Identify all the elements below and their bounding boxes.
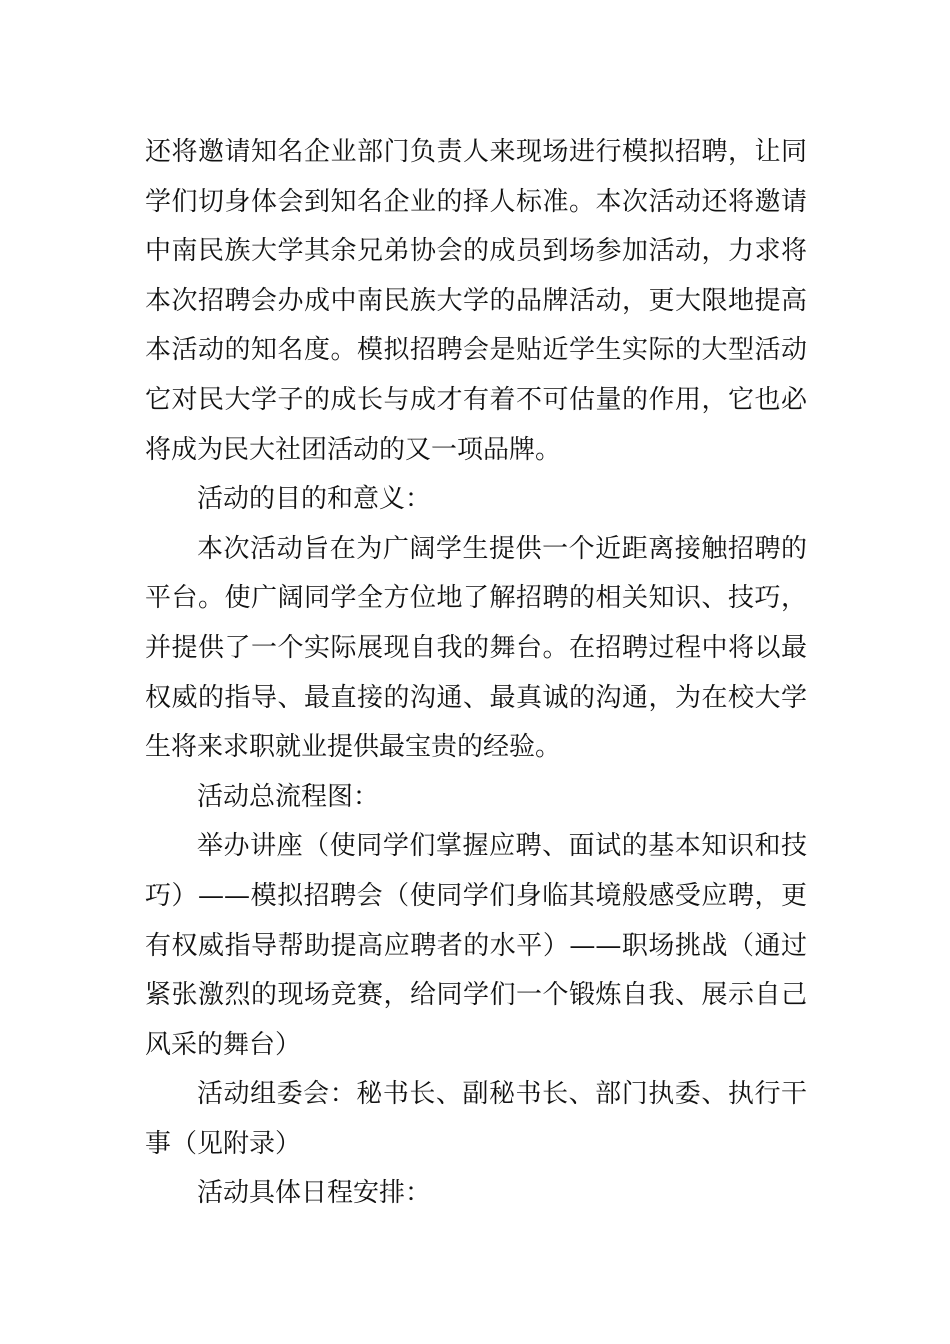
heading-flowchart: 活动总流程图： xyxy=(197,781,380,812)
heading-purpose: 活动的目的和意义： xyxy=(197,484,432,515)
paragraph-purpose: 本次活动旨在为广阔学生提供一个近距离接触招聘的平台。使广阔同学全方位地了解招聘的相关知识、技巧，并提供了一个实际展现自我的舞台。在招聘过程中将以最权威的指导、最直接的沟通、最真诚的沟通，为在校大学生将来求职就业提供最宝贵的经验。 xyxy=(145,533,807,763)
document-body xyxy=(145,128,807,1219)
paragraph-flowchart: 举办讲座（使同学们掌握应聘、面试的基本知识和技巧）——模拟招聘会（使同学们身临其境般感受应聘，更有权威指导帮助提高应聘者的水平）——职场挑战（通过紧张激烈的现场竞赛，给同学们一个锻炼自我、展示自己风采的舞台） xyxy=(145,831,807,1060)
paragraph-intro-continuation: 还将邀请知名企业部门负责人来现场进行模拟招聘，让同学们切身体会到知名企业的择人标准。本次活动还将邀请中南民族大学其余兄弟协会的成员到场参加活动，力求将本次招聘会办成中南民族大学的品牌活动，更大限地提高本活动的知名度。模拟招聘会是贴近学生实际的大型活动它对民大学子的成长与成才有着不可估量的作用，它也必将成为民大社团活动的又一项品牌。 xyxy=(145,137,807,465)
heading-schedule: 活动具体日程安排： xyxy=(197,1178,432,1209)
paragraph-committee: 活动组委会：秘书长、副秘书长、部门执委、执行干事（见附录） xyxy=(145,1079,807,1159)
